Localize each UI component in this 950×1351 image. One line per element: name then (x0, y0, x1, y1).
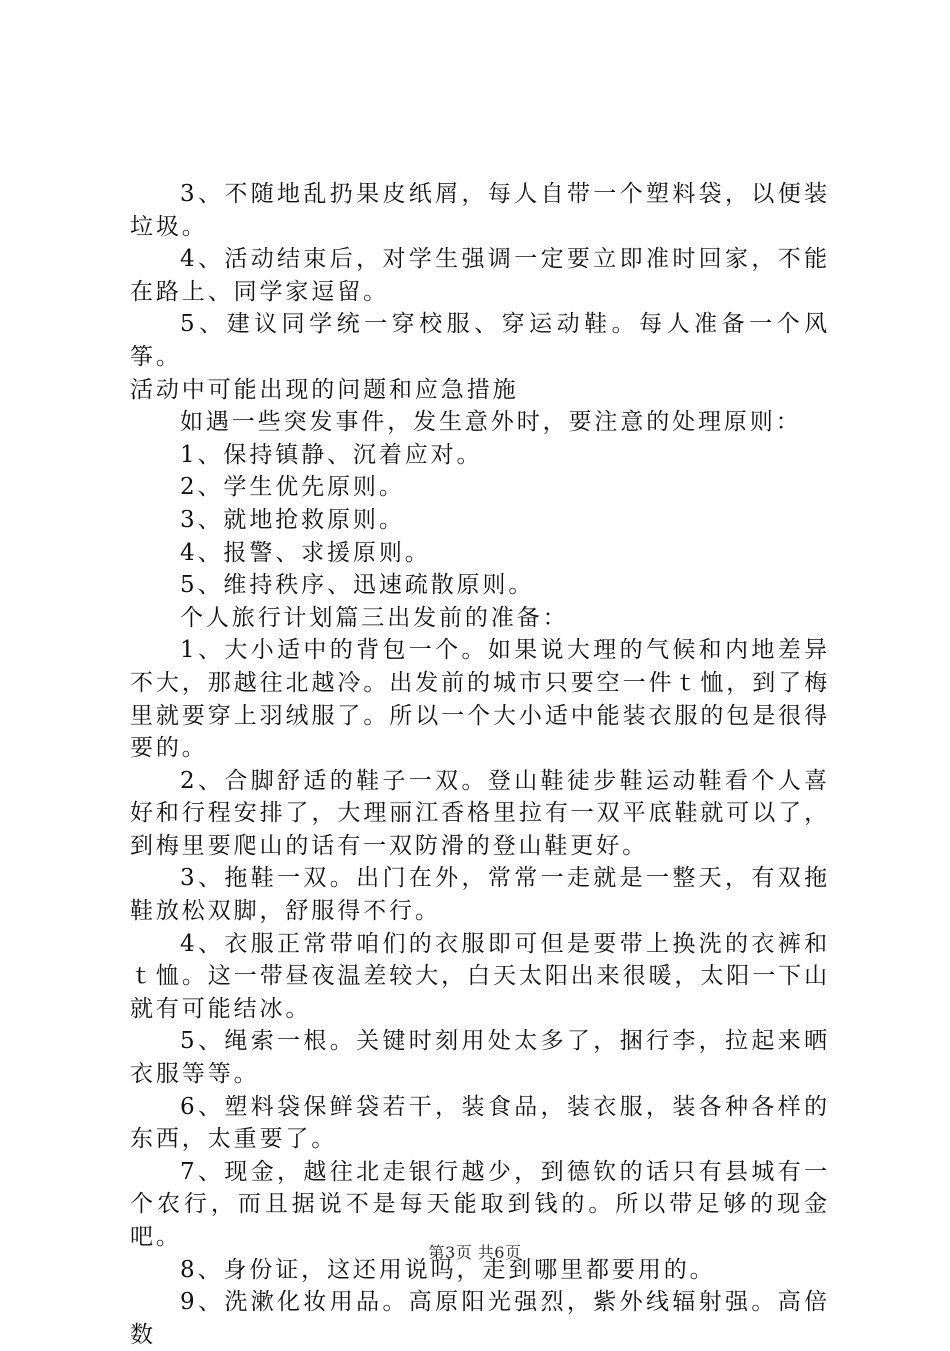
body-paragraph: 2、合脚舒适的鞋子一双。登山鞋徒步鞋运动鞋看个人喜好和行程安排了，大理丽江香格里拉有一双平底鞋就可以了，到梅里要爬山的话有一双防滑的登山鞋更好。 (130, 767, 830, 859)
body-paragraph: 2、学生优先原则。 (180, 474, 405, 501)
body-paragraph: 6、塑料袋保鲜袋若干，装食品，装衣服，装各种各样的东西，太重要了。 (130, 1093, 830, 1153)
body-paragraph: 1、大小适中的背包一个。如果说大理的气候和内地差异不大，那越往北越冷。出发前的城市只要空一件ｔ恤，到了梅里就要穿上羽绒服了。所以一个大小适中能装衣服的包是很得要的。 (130, 637, 830, 762)
body-paragraph: 4、活动结束后，对学生强调一定要立即准时回家，不能在路上、同学家逗留。 (130, 246, 830, 305)
body-paragraph: 4、报警、求援原则。 (180, 539, 431, 566)
section-heading: 活动中可能出现的问题和应急措施 (130, 376, 519, 403)
body-paragraph: 3、拖鞋一双。出门在外，常常一走就是一整天，有双拖鞋放松双脚，舒服得不行。 (130, 865, 830, 925)
body-paragraph: 5、维持秩序、迅速疏散原则。 (180, 572, 535, 599)
body-paragraph: 个人旅行计划篇三出发前的准备： (180, 604, 569, 631)
page-footer: 第3页 共6页 (428, 1243, 522, 1262)
body-paragraph: 3、不随地乱扔果皮纸屑，每人自带一个塑料袋，以便装垃圾。 (130, 181, 830, 240)
body-paragraph: 4、衣服正常带咱们的衣服即可但是要带上换洗的衣裤和ｔ恤。这一带昼夜温差较大，白天太阳出来很暖，太阳一下山就有可能结冰。 (130, 930, 830, 1022)
body-paragraph: 如遇一些突发事件，发生意外时，要注意的处理原则： (180, 409, 802, 436)
body-paragraph: 9、洗漱化妆用品。高原阳光强烈，紫外线辐射强。高倍数 (130, 1289, 830, 1348)
document-body (130, 178, 830, 1351)
body-paragraph: 1、保持镇静、沉着应对。 (180, 441, 483, 468)
body-paragraph: 7、现金，越往北走银行越少，到德钦的话只有县城有一个农行，而且据说不是每天能取到钱的。所以带足够的现金吧。 (130, 1158, 830, 1250)
body-paragraph: 8、身份证，这还用说吗，走到哪里都要用的。 (180, 1256, 716, 1283)
body-paragraph: 3、就地抢救原则。 (180, 506, 405, 533)
body-paragraph: 5、绳索一根。关键时刻用处太多了，捆行李，拉起来晒衣服等等。 (130, 1028, 830, 1088)
body-paragraph: 5、建议同学统一穿校服、穿运动鞋。每人准备一个风筝。 (130, 311, 830, 370)
